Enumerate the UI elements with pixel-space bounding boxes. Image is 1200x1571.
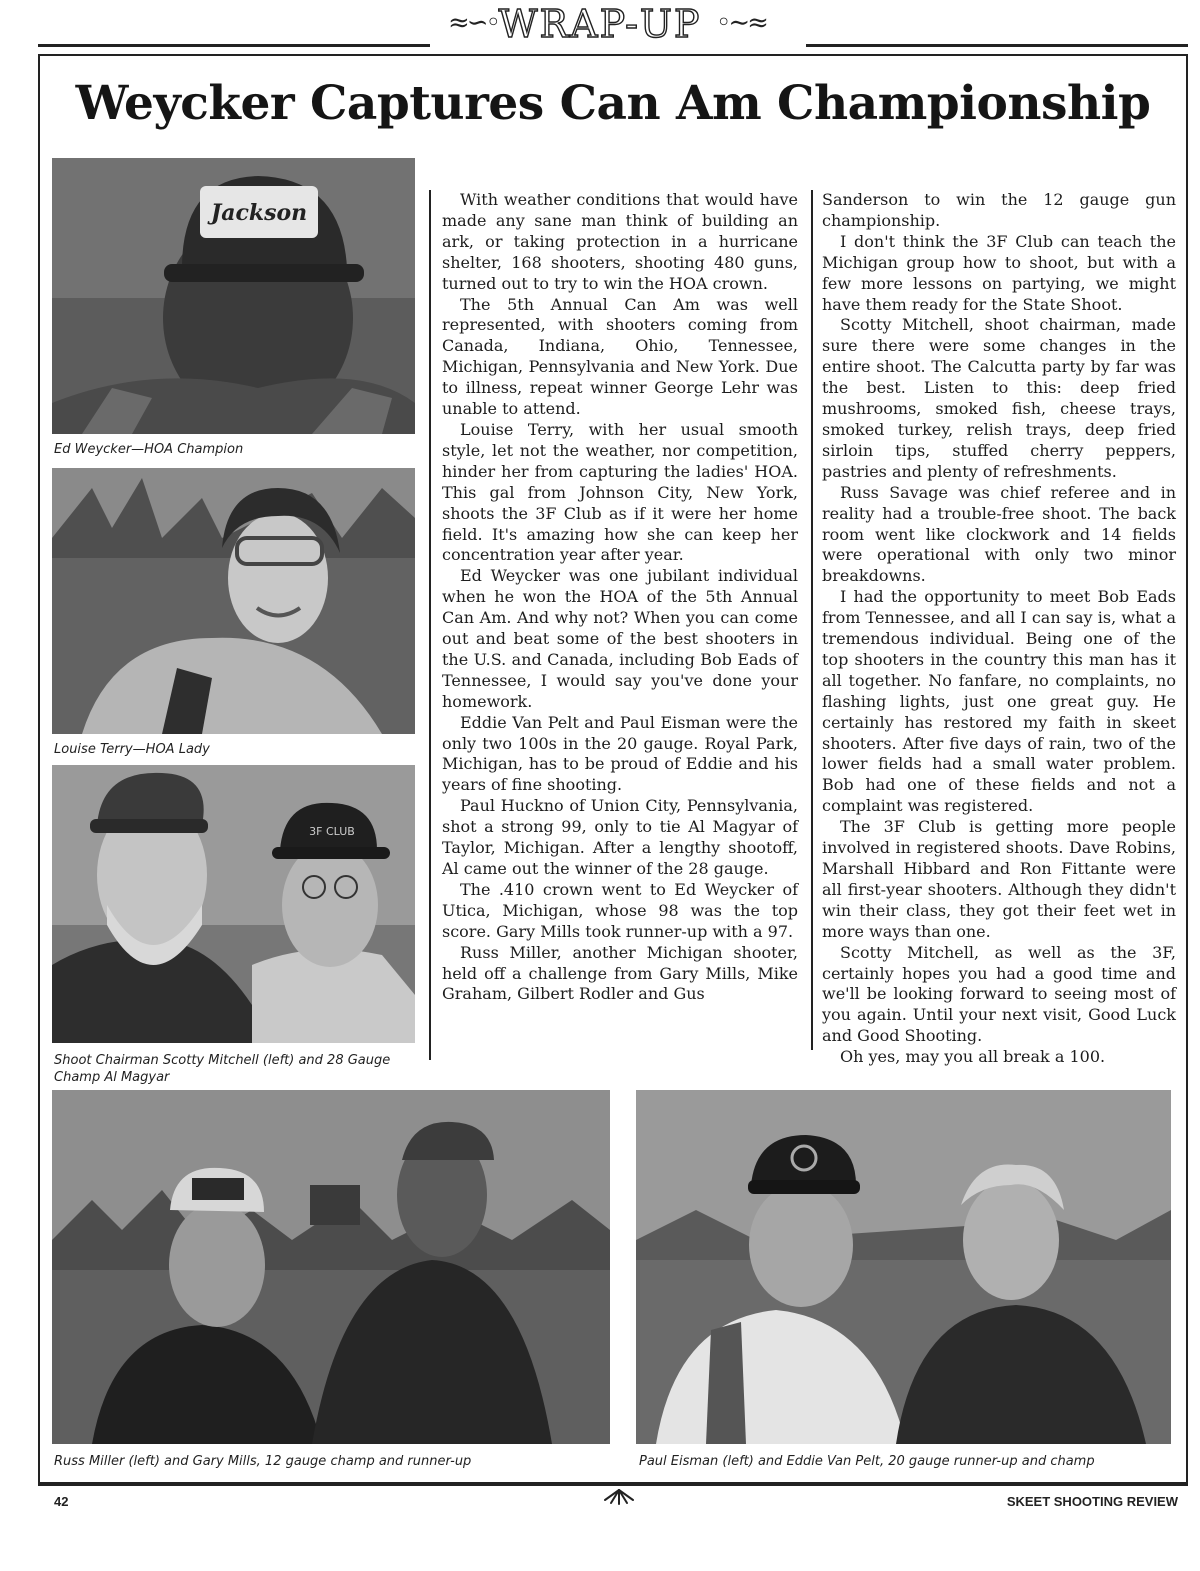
paragraph: I don't think the 3F Club can teach the Michigan group how to shoot, but with a few more lessons on partying, we might have them ready for the State Shoot. [822,231,1176,314]
article-column-2 [822,190,1176,1068]
publication-name: SKEET SHOOTING REVIEW [1006,1494,1178,1509]
paragraph: Scotty Mitchell, shoot chairman, made sure there were some changes in the entire shoot. The Calcutta party by far was the best. Listen to this: deep fried mushrooms, smoked fish, cheese trays, smoked turkey, relish trays, deep fried sirloin tips, stuffed cherry peppers, pastries and plenty of refreshments. [822,315,1176,481]
section-header: WRAP-UP [498,2,702,46]
paragraph: Scotty Mitchell, as well as the 3F, certainly hopes you had a good time and we'll be looking forward to seeing most of you again. Until your next visit, Good Luck and Good Shooting. [822,942,1176,1046]
paragraph: Russ Savage was chief referee and in reality had a trouble-free shoot. The back room went like clockwork and 14 fields were operational with only two minor breakdowns. [822,482,1176,586]
paragraph: The 5th Annual Can Am was well represented, with shooters coming from Canada, Indiana, Ohio, Tennessee, Michigan, Pennsylvania and New York. Due to illness, repeat winner George Lehr was unable to attend. [442,294,798,419]
header-left-flourish: ≈∽◦ [448,8,498,38]
photo-louise-terry [52,468,415,734]
caption-photo-3: Shoot Chairman Scotty Mitchell (left) and 28 Gauge Champ Al Magyar [54,1053,391,1085]
caption-photo-1: Ed Weycker—HOA Champion [54,442,244,457]
paragraph: The .410 crown went to Ed Weycker of Utica, Michigan, whose 98 was the top score. Gary Mills took runner-up with a 97. [442,879,798,941]
caption-photo-4: Russ Miller (left) and Gary Mills, 12 gauge champ and runner-up [54,1454,472,1469]
cap-logo-text: Jackson [210,200,308,226]
photo-ed-weycker [52,158,415,434]
photo-mitchell-magyar [52,765,415,1043]
paragraph: Oh yes, may you all break a 100. [840,1047,1106,1067]
photo-miller-mills [52,1090,610,1444]
header-right-flourish: ◦∼≈ [716,8,766,38]
page-number: 42 [54,1494,69,1509]
headline: Weycker Captures Can Am Championship [75,76,1151,131]
paragraph: Ed Weycker was one jubilant individual when he won the HOA of the 5th Annual Can Am. And why not? When you can come out and beat some of the best shooters in the U.S. and Canada, including Bob Eads of Tennessee, I would say you've done your homework. [442,566,798,711]
caption-photo-2: Louise Terry—HOA Lady [54,742,210,757]
footer-rule [38,1484,1188,1486]
sunburst-icon [600,1488,638,1506]
paragraph: With weather conditions that would have made any sane man think of building an ark, or taking protection in a hurricane shelter, 168 shooters, shooting 480 guns, turned out to try to win the HOA crown. [442,190,798,293]
paragraph: Russ Miller, another Michigan shooter, held off a challenge from Gary Mills, Mike Graham, Gilbert Rodler and Gus [442,942,798,1004]
paragraph: Sanderson to win the 12 gauge gun championship. [822,190,1176,230]
column-rule-right [811,190,813,1050]
paragraph: Paul Huckno of Union City, Pennsylvania, shot a strong 99, only to tie Al Magyar of Taylor, Michigan. After a lengthy shootoff, Al came out the winner of the 28 gauge. [442,796,798,878]
paragraph: Louise Terry, with her usual smooth style, let not the weather, nor competition, hinder her from capturing the ladies' HOA. This gal from Johnson City, New York, shoots the 3F Club as if it were her home field. It's amazing how she can keep her concentration year after year. [442,419,798,565]
paragraph: Eddie Van Pelt and Paul Eisman were the only two 100s in the 20 gauge. Royal Park, Michigan, has to be proud of Eddie and his years of fine shooting. [442,712,798,795]
photo-eisman-vanpelt [636,1090,1171,1444]
paragraph: The 3F Club is getting more people involved in registered shoots. Dave Robins, Marshall Hibbard and Ron Fittante were all first-year shooters. Although they didn't win their class, they got their feet wet in more ways than one. [822,817,1176,941]
paragraph: I had the opportunity to meet Bob Eads from Tennessee, and all I can say is, what a tremendous individual. Being one of the top shooters in the country this man has it all together. No fanfare, no complaints, no flashing lights, just one great guy. He certainly has restored my faith in skeet shooters. After five days of rain, two of the lower fields had a small water problem. Bob had one of these fields and not a complaint was registered. [822,587,1176,816]
article-column-1 [442,190,798,1005]
column-rule-left [429,190,431,1060]
cap-logo-text: 3F CLUB [309,825,355,838]
caption-photo-5: Paul Eisman (left) and Eddie Van Pelt, 20 gauge runner-up and champ [639,1454,1095,1469]
